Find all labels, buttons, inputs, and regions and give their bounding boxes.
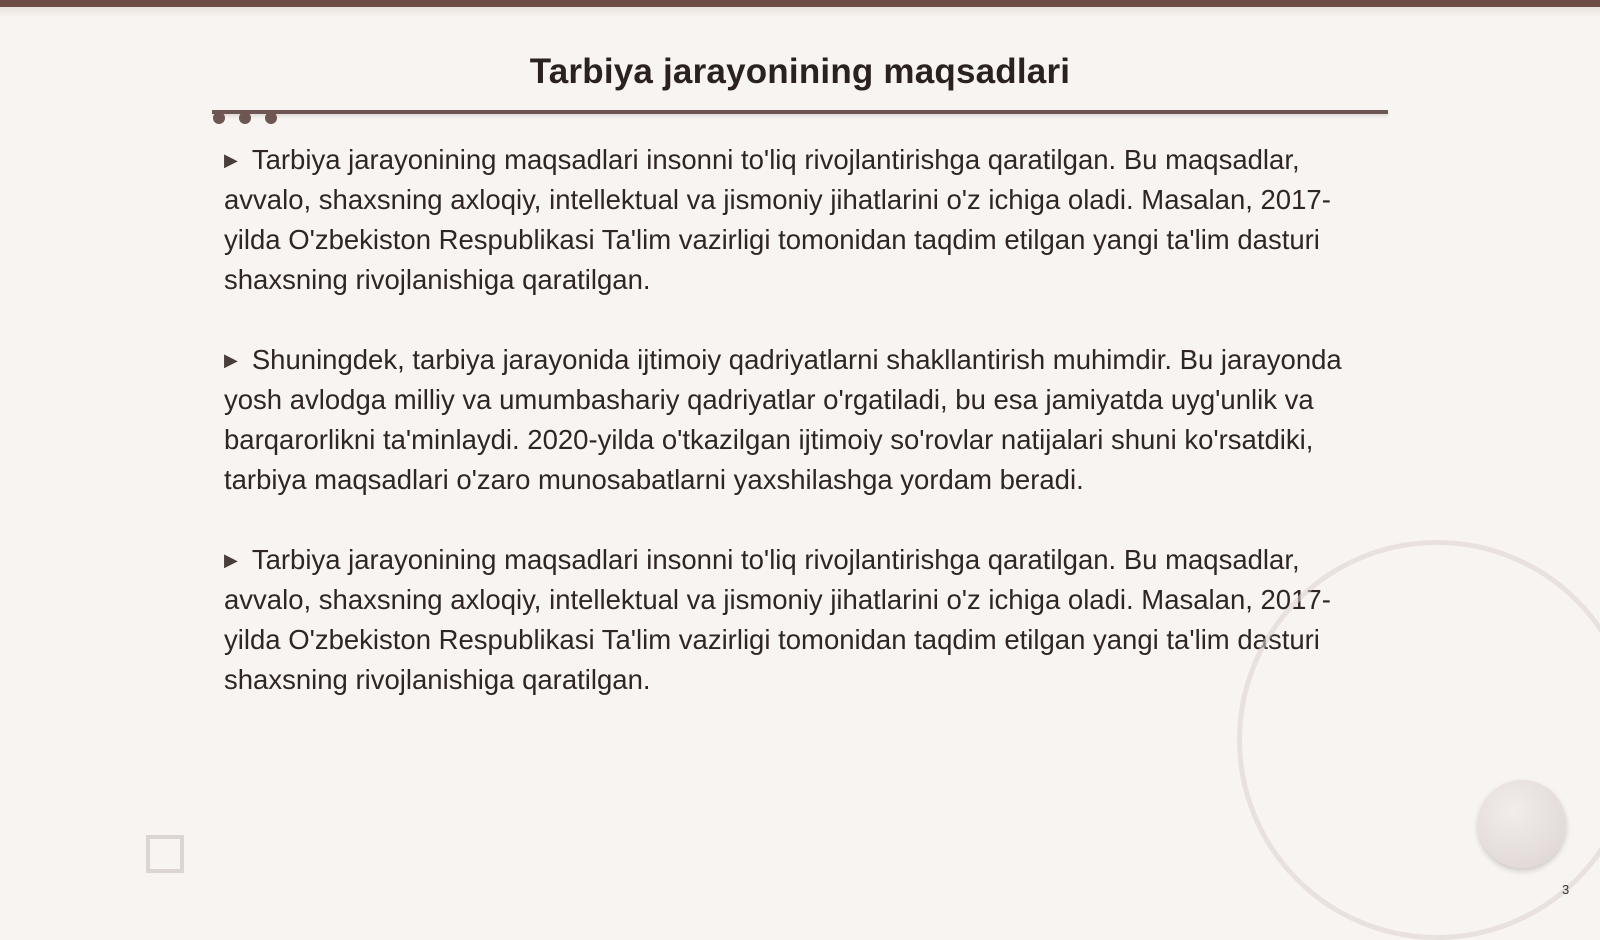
triangle-bullet-icon: ▶ xyxy=(224,150,238,170)
bullet-item-2 xyxy=(224,340,1384,500)
title-underline xyxy=(212,110,1388,114)
bullet-item-1 xyxy=(224,140,1384,300)
decorative-circle xyxy=(1478,780,1566,868)
triangle-bullet-icon: ▶ xyxy=(224,350,238,370)
top-accent-bar xyxy=(0,0,1600,7)
bullet-text-3: Tarbiya jarayonining maqsadlari insonni to'liq rivojlantirishga qaratilgan. Bu maqsadlar, avvalo, shaxsning axloqiy, intellektual va jismoniy jihatlarini o'z ichiga oladi. Masalan, 2017-yilda O'zbekiston Respublikasi Ta'lim vazirligi tomonidan taqdim etilgan yangi ta'lim dasturi shaxsning rivojlanishiga qaratilgan. xyxy=(224,544,1331,695)
decorative-dot-1 xyxy=(213,112,225,124)
triangle-bullet-icon: ▶ xyxy=(224,550,238,570)
bullet-item-3 xyxy=(224,540,1384,700)
slide-title: Tarbiya jarayonining maqsadlari xyxy=(529,52,1071,91)
decorative-dot-3 xyxy=(265,112,277,124)
page-number: 3 xyxy=(1562,882,1570,897)
bullet-text-1: Tarbiya jarayonining maqsadlari insonni to'liq rivojlantirishga qaratilgan. Bu maqsadlar, avvalo, shaxsning axloqiy, intellektual va jismoniy jihatlarini o'z ichiga oladi. Masalan, 2017-yilda O'zbekiston Respublikasi Ta'lim vazirligi tomonidan taqdim etilgan yangi ta'lim dasturi shaxsning rivojlanishiga qaratilgan. xyxy=(224,144,1331,295)
slide-body xyxy=(224,140,1384,740)
top-bar-shadow xyxy=(0,7,1600,17)
decorative-square xyxy=(146,835,184,873)
bullet-text-2: Shuningdek, tarbiya jarayonida ijtimoiy qadriyatlarni shakllantirish muhimdir. Bu jarayonda yosh avlodga milliy va umumbashariy qadriyatlar o'rgatiladi, bu esa jamiyatda uyg'unlik va barqarorlikni ta'minlaydi. 2020-yilda o'tkazilgan ijtimoiy so'rovlar natijalari shuni ko'rsatdiki, tarbiya maqsadlari o'zaro munosabatlarni yaxshilashga yordam beradi. xyxy=(224,344,1342,495)
decorative-dot-2 xyxy=(239,112,251,124)
